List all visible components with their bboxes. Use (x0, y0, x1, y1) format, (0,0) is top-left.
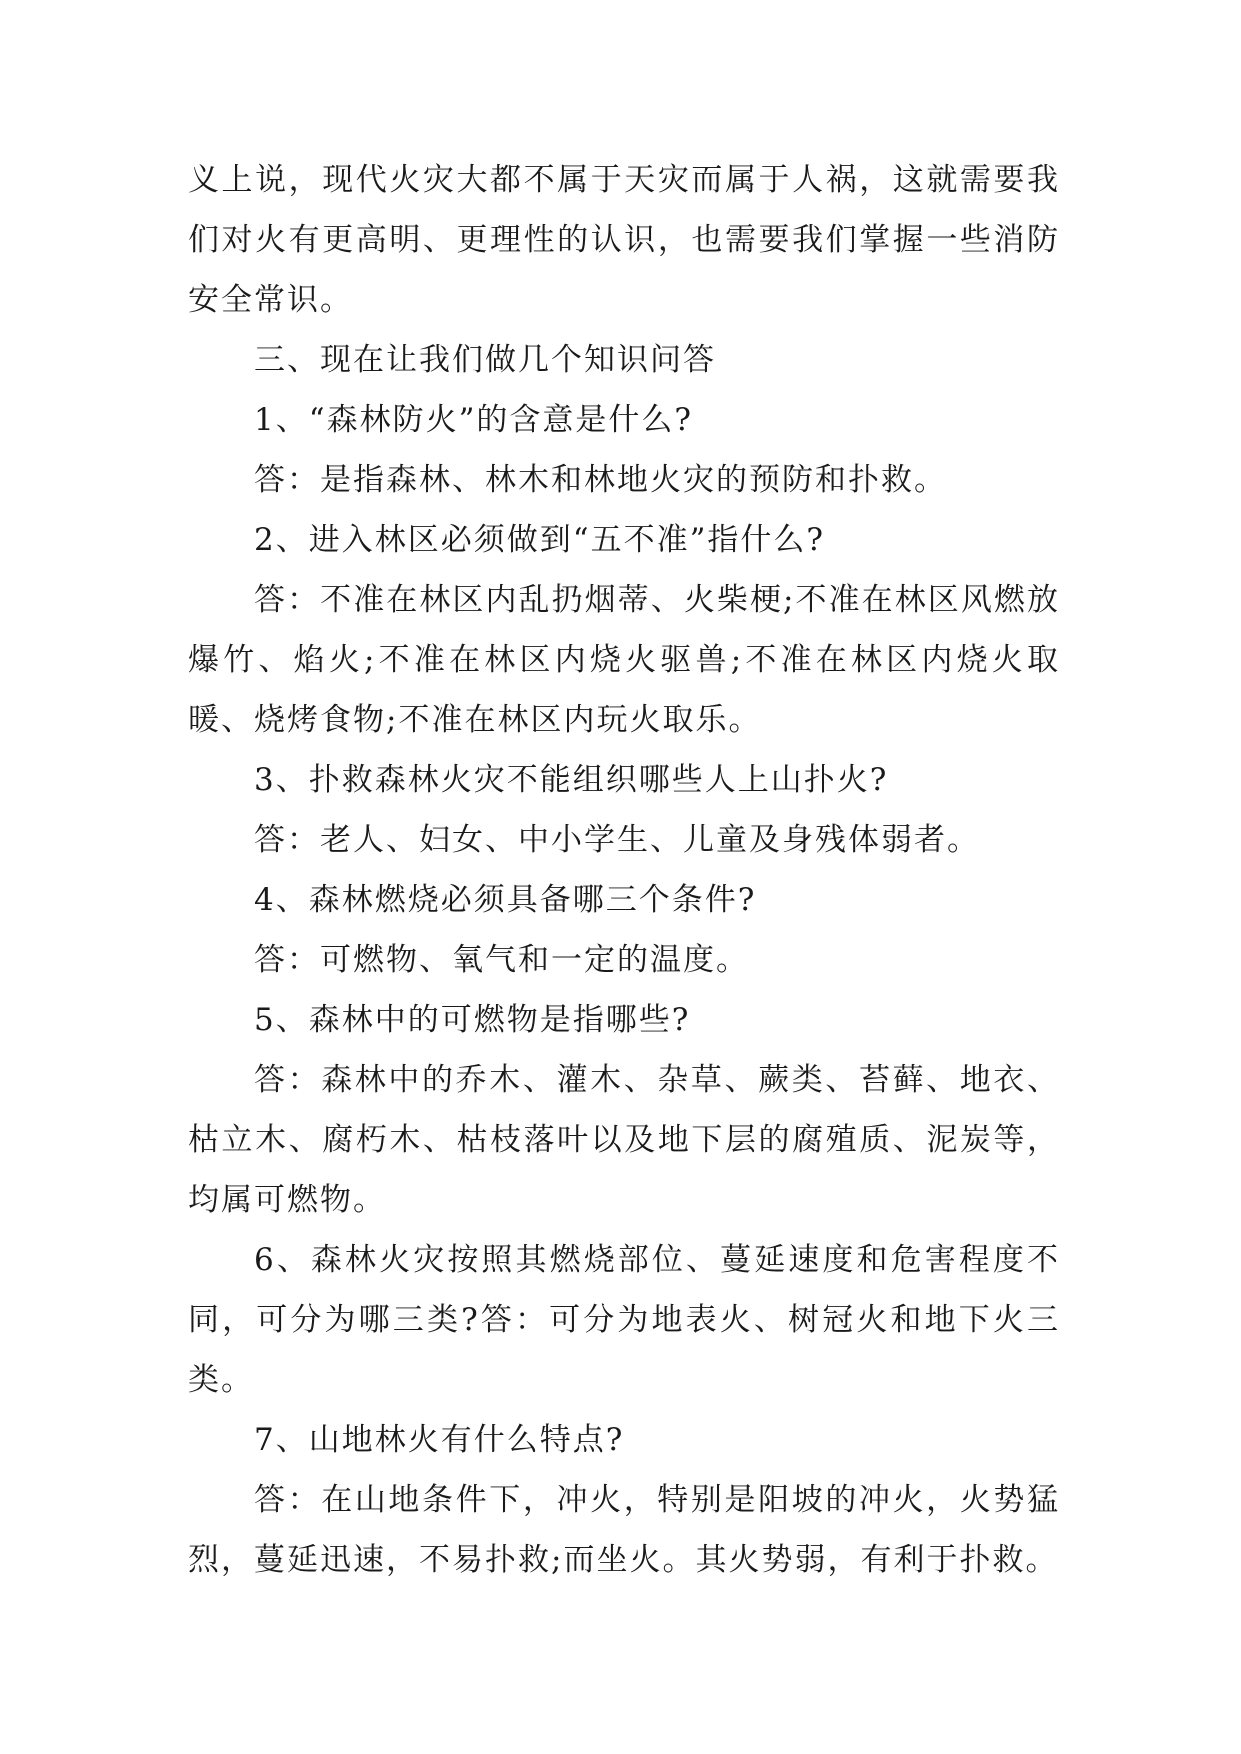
question-5: 5、森林中的可燃物是指哪些? (254, 1002, 691, 1038)
paragraph-continuation: 义上说，现代火灾大都不属于天灾而属于人祸，这就需要我们对火有更高明、更理性的认识，也需要我们掌握一些消防安全常识。 (188, 162, 1060, 318)
answer-3: 答：老人、妇女、中小学生、儿童及身残体弱者。 (254, 822, 980, 858)
answer-1: 答：是指森林、林木和林地火灾的预防和扑救。 (254, 462, 947, 498)
document-body (188, 150, 1060, 1590)
question-4: 4、森林燃烧必须具备哪三个条件? (254, 882, 757, 918)
question-answer-6: 6、森林火灾按照其燃烧部位、蔓延速度和危害程度不同，可分为哪三类?答：可分为地表火、树冠火和地下火三类。 (188, 1242, 1060, 1398)
question-2: 2、进入林区必须做到“五不准”指什么? (254, 522, 826, 558)
answer-5: 答：森林中的乔木、灌木、杂草、蕨类、苔藓、地衣、枯立木、腐朽木、枯枝落叶以及地下层的腐殖质、泥炭等，均属可燃物。 (188, 1062, 1060, 1218)
section-heading: 三、现在让我们做几个知识问答 (254, 342, 716, 378)
question-3: 3、扑救森林火灾不能组织哪些人上山扑火? (254, 762, 889, 798)
answer-4: 答：可燃物、氧气和一定的温度。 (254, 942, 749, 978)
question-7: 7、山地林火有什么特点? (254, 1422, 625, 1458)
answer-7: 答：在山地条件下，冲火，特别是阳坡的冲火，火势猛烈，蔓延迅速，不易扑救;而坐火。其火势弱，有利于扑救。 (188, 1482, 1060, 1578)
answer-2: 答：不准在林区内乱扔烟蒂、火柴梗;不准在林区风燃放爆竹、焰火;不准在林区内烧火驱兽;不准在林区内烧火取暖、烧烤食物;不准在林区内玩火取乐。 (188, 582, 1060, 738)
question-1: 1、“森林防火”的含意是什么? (254, 402, 694, 438)
